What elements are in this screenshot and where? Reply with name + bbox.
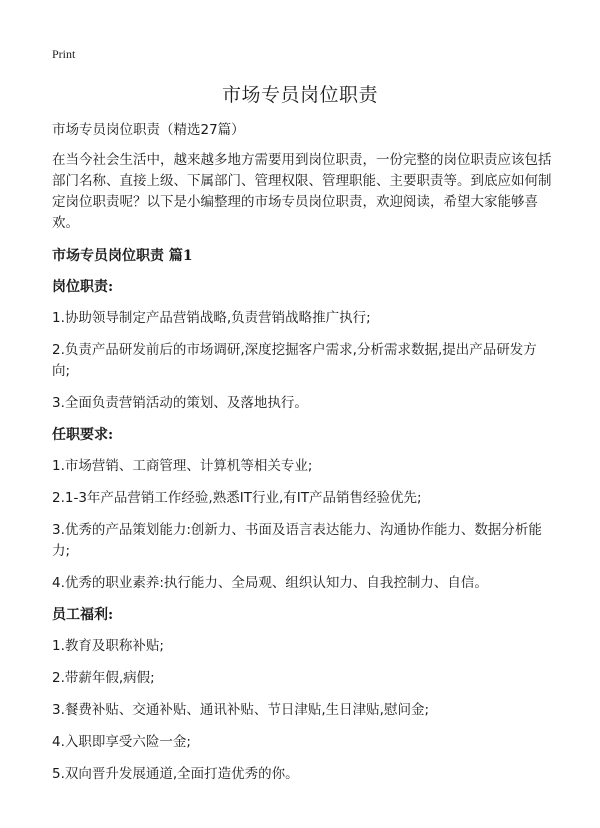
list-item: 2.带薪年假,病假;: [52, 670, 155, 686]
document-body: [52, 120, 552, 796]
list-item: 4.优秀的职业素养:执行能力、全局观、组织认知力、自我控制力、自信。: [52, 575, 488, 591]
list-item: 1.教育及职称补贴;: [52, 638, 164, 654]
list-item: 3.优秀的产品策划能力:创新力、书面及语言表达能力、沟通协作能力、数据分析能力;: [52, 522, 542, 559]
section-heading-duties: 岗位职责:: [52, 279, 114, 295]
list-item: 2.1-3年产品营销工作经验,熟悉IT行业,有IT产品销售经验优先;: [52, 490, 422, 506]
section-heading-benefits: 员工福利:: [52, 607, 114, 623]
intro-paragraph: 在当今社会生活中，越来越多地方需要用到岗位职责，一份完整的岗位职责应该包括部门名称、直接上级、下属部门、管理权限、管理职能、主要职责等。到底应如何制定岗位职责呢？以下是小编整理的市场专员岗位职责，欢迎阅读，希望大家能够喜欢。: [52, 152, 552, 231]
page-title: 市场专员岗位职责: [221, 84, 378, 106]
document-subtitle: 市场专员岗位职责（精选27篇）: [52, 122, 245, 138]
part-title: 市场专员岗位职责 篇1: [52, 248, 193, 264]
list-item: 5.双向晋升发展通道,全面打造优秀的你。: [52, 766, 299, 782]
print-label[interactable]: Print: [52, 47, 76, 61]
list-item: 2.负责产品研发前后的市场调研,深度挖掘客户需求,分析需求数据,提出产品研发方向;: [52, 342, 537, 379]
list-item: 1.市场营销、工商管理、计算机等相关专业;: [52, 458, 313, 474]
section-heading-requirements: 任职要求:: [52, 427, 114, 443]
list-item: 1.协助领导制定产品营销战略,负责营销战略推广执行;: [52, 310, 371, 326]
list-item: 3.餐费补贴、交通补贴、通讯补贴、节日津贴,生日津贴,慰问金;: [52, 702, 430, 718]
list-item: 3.全面负责营销活动的策划、及落地执行。: [52, 395, 308, 411]
list-item: 4.入职即享受六险一金;: [52, 734, 191, 750]
